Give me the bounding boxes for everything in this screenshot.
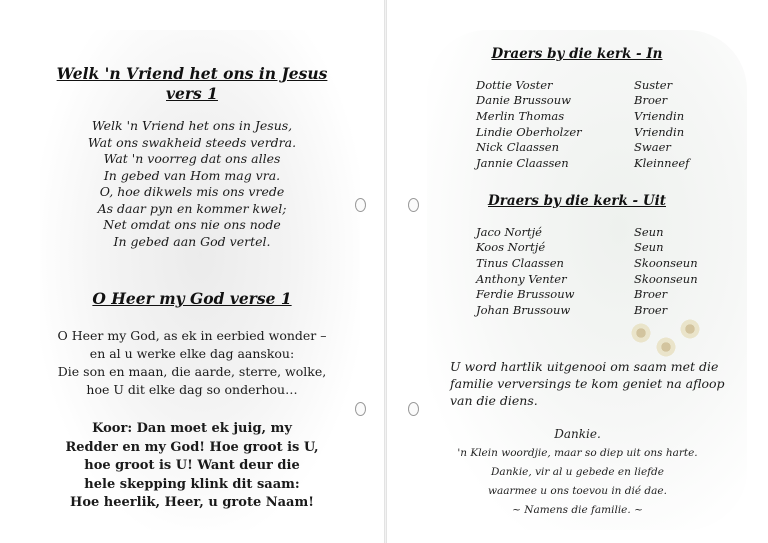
flower-decoration	[679, 318, 701, 340]
song2-verse	[30, 327, 354, 399]
chorus-line: Redder en my God! Hoe groot is U,	[65, 439, 319, 455]
bearer-name: Johan Brussouw	[476, 302, 571, 317]
chorus-line: hoe groot is U! Want deur die	[84, 458, 300, 473]
bearer-name: Jannie Claassen	[476, 155, 569, 170]
bearer-relation: Kleinneef	[634, 155, 690, 170]
bearer-name: Dottie Voster	[476, 77, 553, 92]
table-row	[476, 108, 689, 124]
flower-decoration	[655, 336, 677, 358]
table-row	[476, 302, 698, 318]
thanks-line: waarmee u ons toevou in dié dae.	[488, 485, 667, 497]
table-row	[476, 93, 689, 109]
binder-hole	[355, 402, 366, 416]
chorus-line: Koor: Dan moet ek juig, my	[92, 421, 292, 436]
bearer-relation: Seun	[634, 224, 664, 239]
table-row	[476, 255, 698, 271]
verse-line: O Heer my God, as ek in eerbied wonder –	[57, 328, 327, 343]
table-row	[476, 224, 698, 240]
bearer-name: Nick Claassen	[476, 140, 560, 155]
bearers-in-table	[476, 77, 689, 171]
song1-title-line2: vers 1	[166, 84, 218, 103]
verse-line: en al u werke elke dag aanskou:	[89, 346, 295, 361]
bearer-relation: Seun	[634, 240, 664, 255]
thank-you-note	[407, 425, 748, 520]
bearer-name: Merlin Thomas	[476, 108, 565, 123]
bearer-name: Anthony Venter	[476, 271, 567, 286]
bearer-name: Danie Brussouw	[476, 93, 571, 108]
verse-line: Wat 'n voorreg dat ons alles	[103, 151, 281, 166]
verse-line: As daar pyn en kommer kwel;	[97, 200, 287, 216]
bearer-relation: Vriendin	[634, 108, 685, 123]
verse-line: In gebed van Hom mag vra.	[103, 167, 281, 183]
invitation-line: van die diens.	[450, 393, 538, 408]
binder-hole	[355, 198, 366, 212]
song1-title	[30, 64, 354, 104]
bearer-name: Lindie Oberholzer	[476, 124, 582, 139]
bearer-name: Jaco Nortjé	[476, 224, 542, 239]
thanks-signature: ~ Namens die familie. ~	[512, 504, 643, 516]
bearers-in-title: Draers by die kerk - In	[491, 46, 663, 62]
song1-verse	[40, 118, 344, 250]
song2-chorus	[30, 420, 354, 513]
bearer-relation: Broer	[634, 93, 668, 108]
bearer-relation: Suster	[634, 77, 673, 92]
invitation-line: U word hartlik uitgenooi om saam met die	[450, 359, 719, 374]
song2-title: O Heer my God verse 1	[92, 289, 292, 308]
bearer-relation: Swaer	[634, 140, 671, 155]
song1-title-line1: Welk 'n Vriend het ons in Jesus	[56, 64, 328, 83]
chorus-line: Hoe heerlik, Heer, u grote Naam!	[70, 495, 314, 510]
table-row	[476, 77, 689, 93]
verse-line: In gebed aan God vertel.	[113, 233, 271, 249]
table-row	[476, 124, 689, 140]
verse-line: Wat ons swakheid steeds verdra.	[87, 134, 297, 150]
invitation-text	[450, 358, 725, 409]
flower-decoration	[630, 322, 652, 344]
verse-line: hoe U dit elke dag so onderhou…	[86, 382, 298, 397]
binder-hole	[408, 402, 419, 416]
thanks-line: 'n Klein woordjie, maar so diep uit ons harte.	[457, 447, 698, 459]
invitation-line: familie verversings te kom geniet na afloop	[450, 376, 725, 391]
bearer-relation: Skoonseun	[634, 271, 698, 286]
verse-line: Die son en maan, die aarde, sterre, wolke,	[57, 364, 327, 379]
table-row	[476, 271, 698, 287]
bearer-relation: Broer	[634, 287, 668, 302]
table-row	[476, 286, 698, 302]
thanks-line: Dankie, vir al u gebede en liefde	[491, 466, 664, 478]
verse-line: O, hoe dikwels mis ons vrede	[99, 184, 285, 199]
bearer-relation: Vriendin	[634, 124, 685, 139]
bearer-name: Tinus Claassen	[476, 255, 564, 270]
chorus-line: hele skepping klink dit saam:	[84, 476, 300, 492]
bearers-out-title: Draers by die kerk - Uit	[488, 193, 666, 209]
thanks-heading: Dankie.	[554, 427, 601, 441]
verse-line: Net omdat ons nie ons node	[103, 217, 281, 232]
bearer-relation: Broer	[634, 302, 668, 317]
table-row	[476, 155, 689, 171]
verse-line: Welk 'n Vriend het ons in Jesus,	[91, 118, 293, 133]
right-page	[387, 0, 768, 543]
binder-hole	[408, 198, 419, 212]
table-row	[476, 139, 689, 155]
bearer-name: Ferdie Brussouw	[476, 287, 575, 302]
bearer-relation: Skoonseun	[634, 255, 698, 270]
bearers-out-table	[476, 224, 698, 318]
bearer-name: Koos Nortjé	[476, 240, 546, 255]
table-row	[476, 240, 698, 256]
